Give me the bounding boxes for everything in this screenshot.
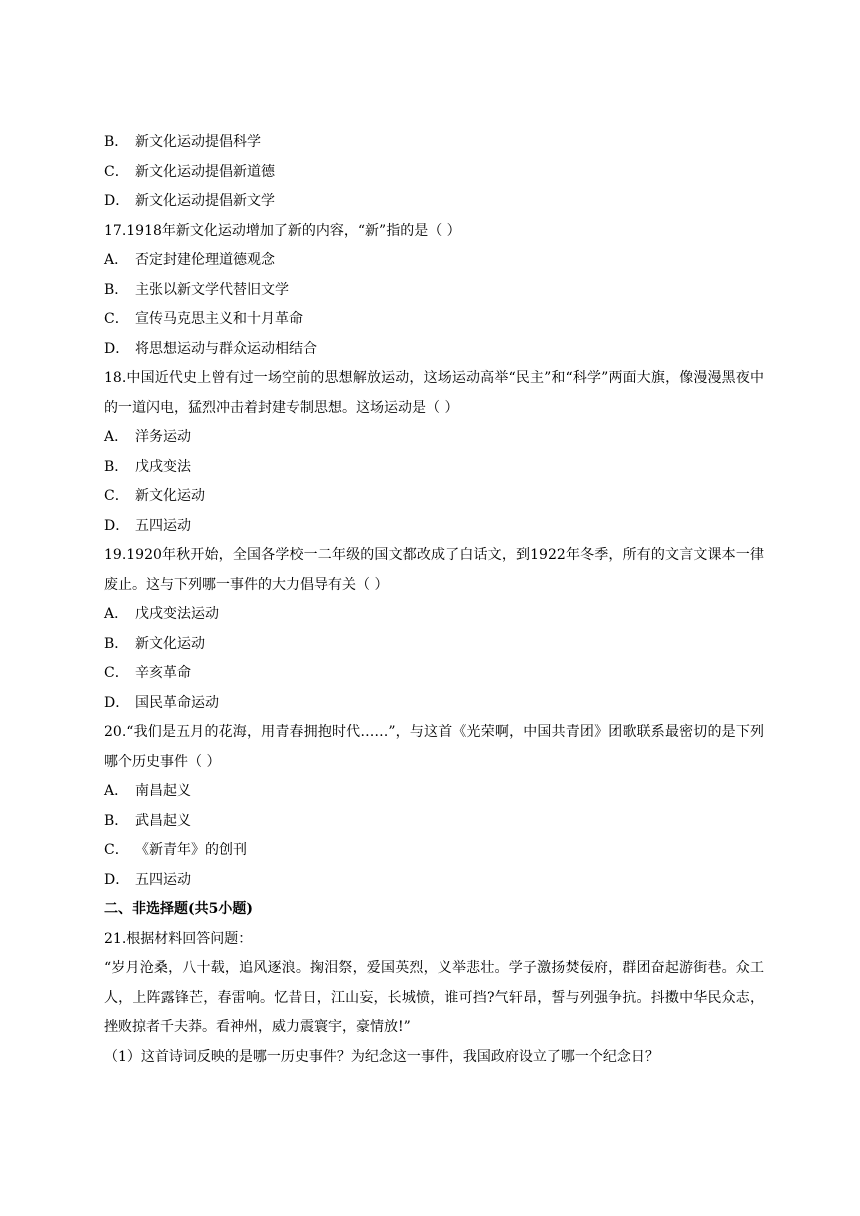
option-letter: A．	[104, 606, 129, 622]
option-d	[104, 512, 764, 542]
option-letter: B．	[104, 458, 129, 475]
option-letter: B．	[104, 134, 129, 150]
option-text: 戊戌变法运动	[135, 606, 219, 622]
document-content	[104, 128, 764, 1072]
question-18-stem: 18.中国近代史上曾有过一场空前的思想解放运动，这场运动高举“民主”和“科学”两面大旗，像漫漫黑夜中的一道闪电，猛烈冲击着封建专制思想。这场运动是（ ）	[104, 370, 764, 416]
option-c	[104, 659, 764, 689]
option-text: 《新青年》的创刊	[135, 842, 247, 858]
question-20-stem: 20.“我们是五月的花海，用青春拥抱时代……”，与这首《光荣啊，中国共青团》团歌联系最密切的是下列哪个历史事件（ ）	[104, 724, 764, 770]
option-text: 新文化运动提倡科学	[135, 134, 261, 150]
option-d	[104, 187, 764, 217]
option-b	[104, 128, 764, 158]
question-21-stem: 21.根据材料回答问题：	[104, 930, 253, 947]
option-d	[104, 689, 764, 719]
option-b	[104, 807, 764, 837]
option-letter: C．	[104, 665, 129, 681]
option-text: 新文化运动提倡新文学	[135, 193, 275, 209]
section-heading: 二、非选择题(共5小题)	[104, 901, 253, 917]
option-letter: D．	[104, 340, 130, 357]
option-text: 新文化运动提倡新道德	[135, 163, 275, 180]
option-c	[104, 158, 764, 188]
option-letter: D．	[104, 694, 130, 711]
option-c	[104, 482, 764, 512]
option-letter: B．	[104, 635, 129, 652]
option-text: 南昌起义	[135, 783, 191, 799]
option-text: 宣传马克思主义和十月革命	[135, 311, 303, 327]
question-21-material: “岁月沧桑，八十载，追风逐浪。掬泪祭，爱国英烈，义举悲壮。学子激扬焚佞府，群团奋起游街巷。众工人，上阵露锋芒，春雷响。忆昔日，江山妄，长城愤，谁可挡?气轩昂，誓与列强争抗。抖擞中华民众志，挫败掠者千夫莽。看神州，威力震寰宇，豪情放!”	[104, 960, 764, 1035]
option-text: 五四运动	[135, 517, 191, 534]
question-19-stem: 19.1920年秋开始，全国各学校一二年级的国文都改成了白话文，到1922年冬季，所有的文言文课本一律废止。这与下列哪一事件的大力倡导有关（ ）	[104, 547, 764, 593]
option-text: 新文化运动	[135, 635, 205, 652]
option-text: 五四运动	[135, 871, 191, 888]
option-letter: D．	[104, 871, 130, 888]
option-letter: B．	[104, 281, 129, 298]
option-b	[104, 276, 764, 306]
option-a	[104, 246, 764, 276]
option-text: 武昌起义	[135, 812, 191, 829]
option-letter: D．	[104, 517, 130, 534]
question-21-subquestion-1: （1）这首诗词反映的是哪一历史事件？为纪念这一事件，我国政府设立了哪一个纪念日？	[104, 1048, 659, 1065]
option-a	[104, 777, 764, 807]
option-b	[104, 630, 764, 660]
option-a	[104, 600, 764, 630]
option-c	[104, 836, 764, 866]
option-text: 戊戌变法	[135, 458, 191, 475]
option-a	[104, 423, 764, 453]
option-text: 将思想运动与群众运动相结合	[135, 340, 317, 357]
option-text: 否定封建伦理道德观念	[135, 252, 275, 268]
option-text: 国民革命运动	[135, 694, 219, 711]
option-d	[104, 335, 764, 365]
option-b	[104, 453, 764, 483]
option-c	[104, 305, 764, 335]
option-letter: C．	[104, 163, 129, 180]
option-d	[104, 866, 764, 896]
option-text: 辛亥革命	[135, 665, 191, 681]
option-letter: A．	[104, 783, 129, 799]
option-letter: D．	[104, 193, 130, 209]
option-letter: A．	[104, 252, 129, 268]
option-letter: C．	[104, 842, 129, 858]
question-17-stem: 17.1918年新文化运动增加了新的内容，“新”指的是（ ）	[104, 222, 461, 239]
option-text: 新文化运动	[135, 488, 205, 504]
option-letter: B．	[104, 812, 129, 829]
option-letter: C．	[104, 311, 129, 327]
option-letter: A．	[104, 429, 129, 445]
option-letter: C．	[104, 488, 129, 504]
option-text: 主张以新文学代替旧文学	[135, 281, 289, 298]
option-text: 洋务运动	[135, 429, 191, 445]
